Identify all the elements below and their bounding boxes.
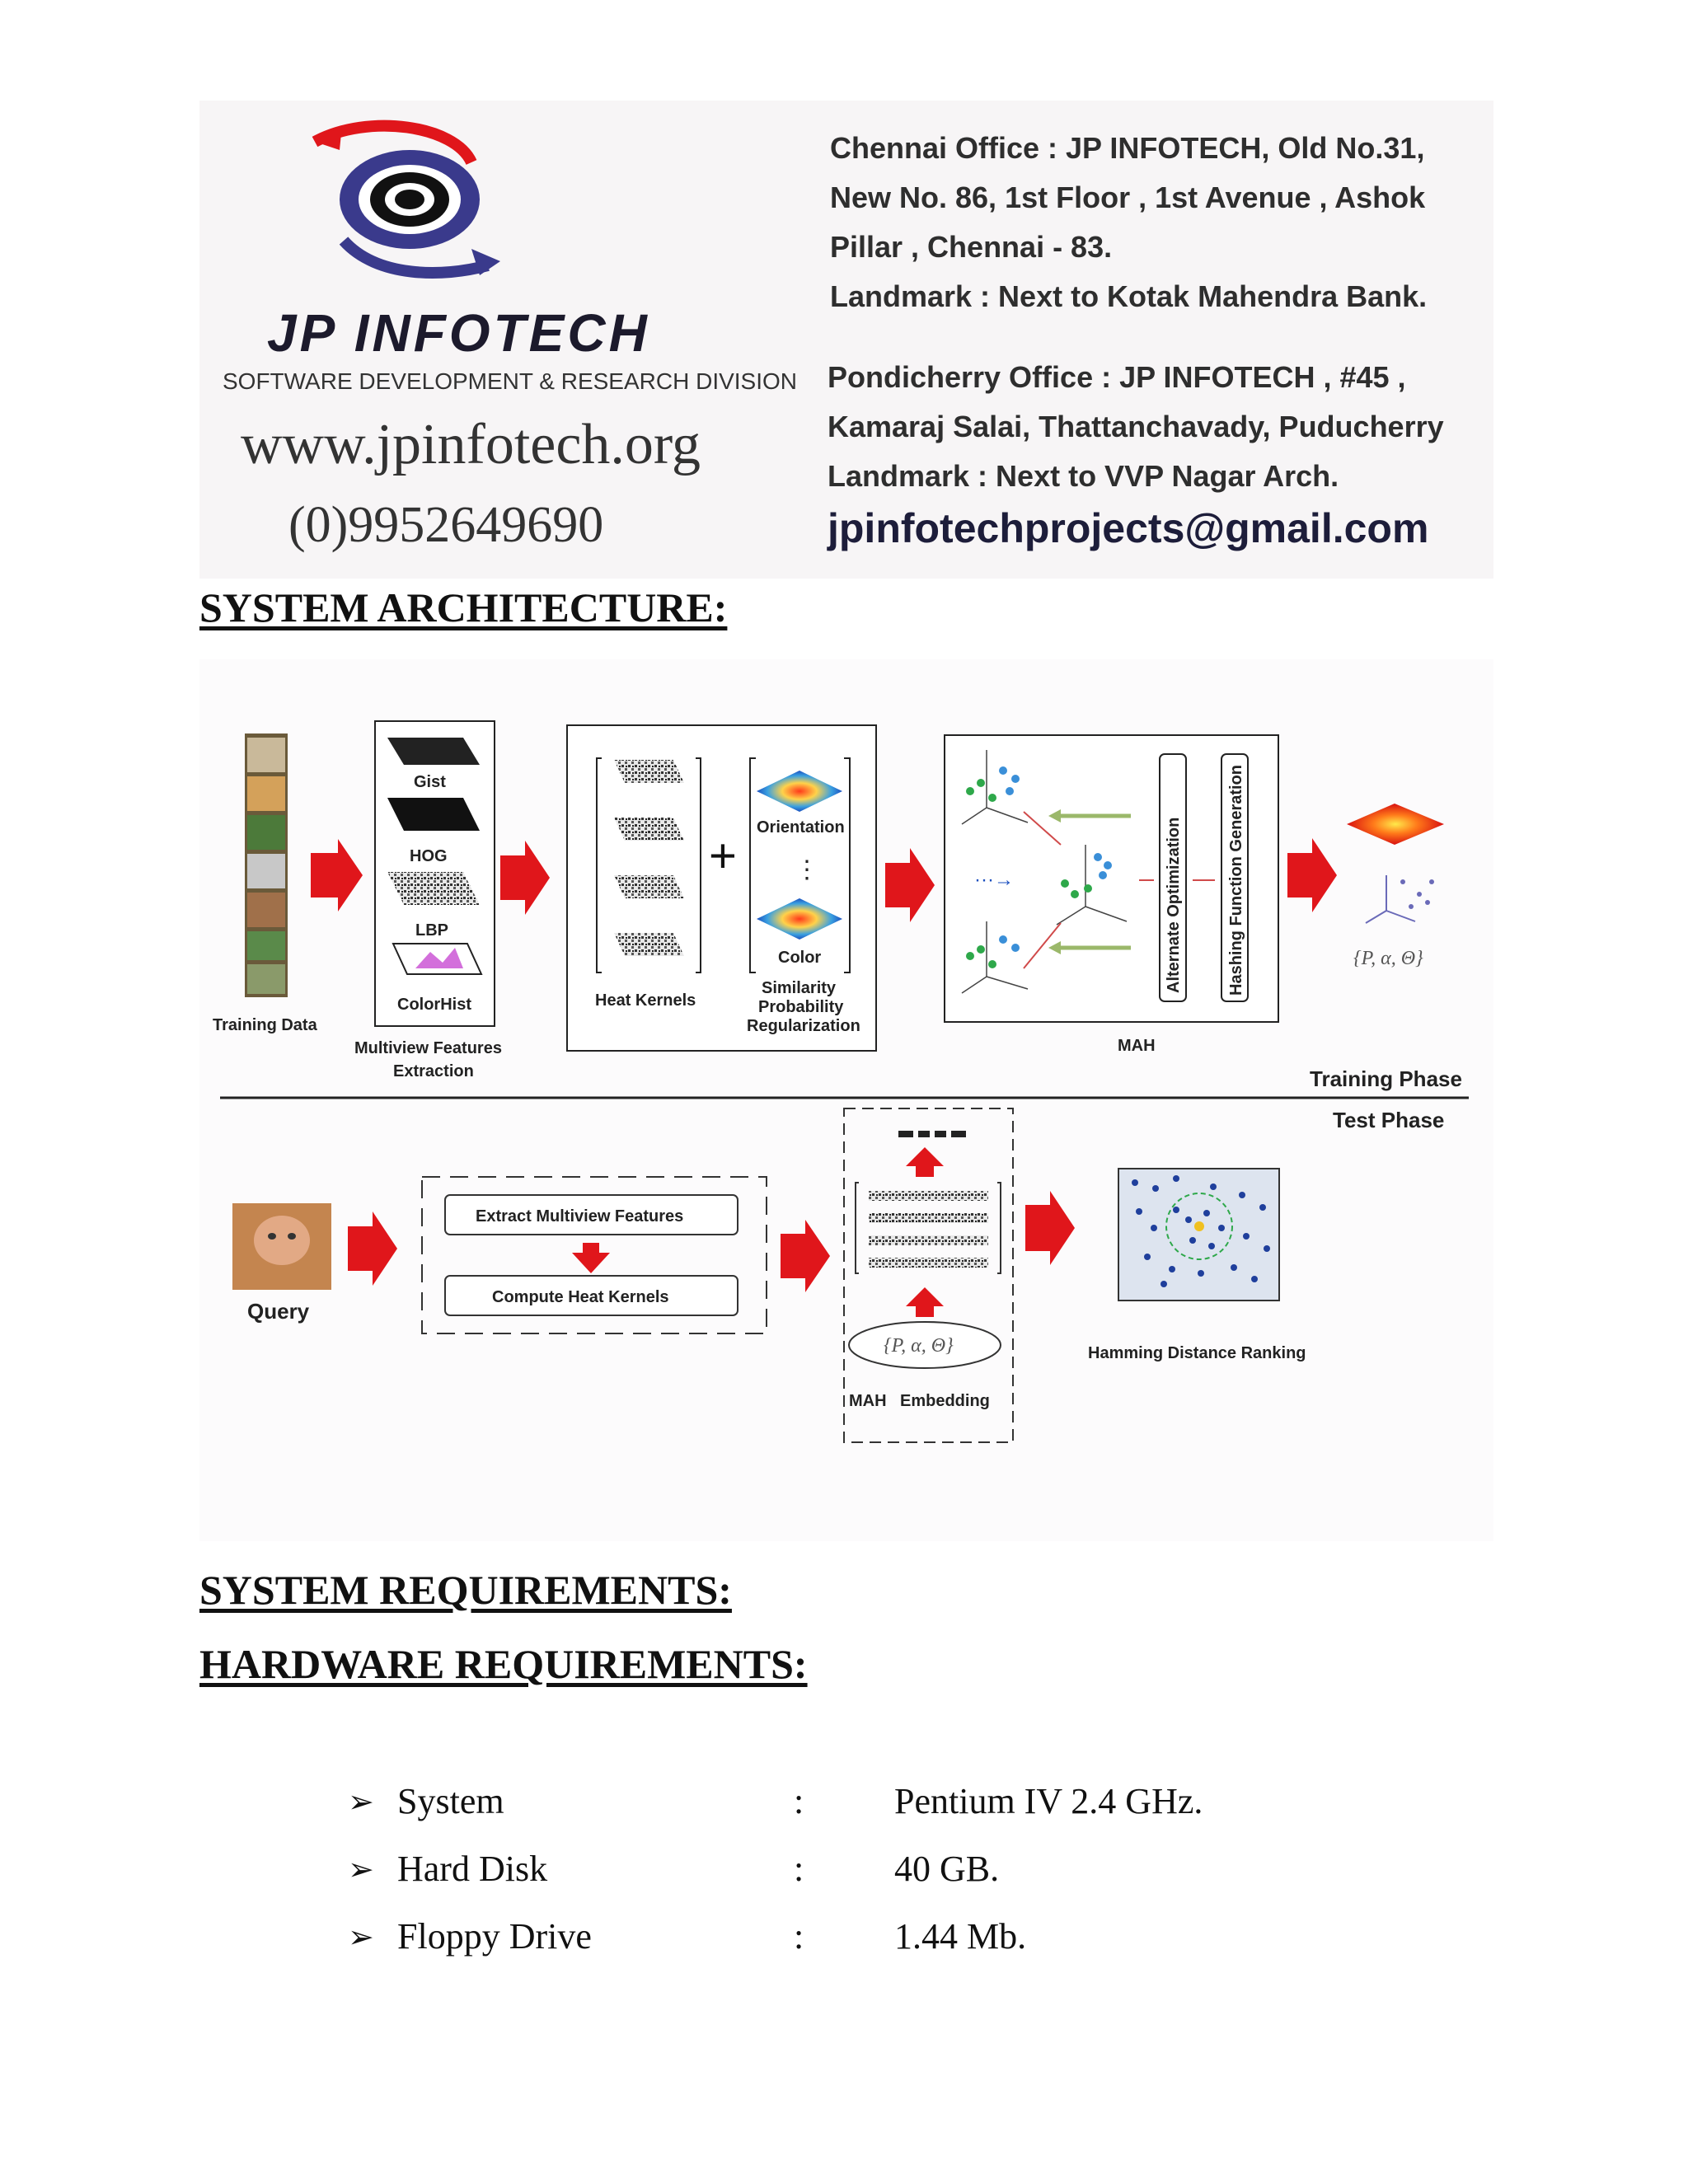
architecture-diagram xyxy=(199,659,1493,1541)
hardware-value: Pentium IV 2.4 GHz. xyxy=(894,1781,1203,1821)
architecture-diagram-svg xyxy=(199,659,1493,1541)
alternate-optimization-label: Alternate Optimization xyxy=(1165,817,1183,993)
separator: : xyxy=(794,1916,804,1957)
address-line: New No. 86, 1st Floor , 1st Avenue , Ashok xyxy=(830,180,1426,214)
division-text: SOFTWARE DEVELOPMENT & RESEARCH DIVISION xyxy=(223,368,798,394)
orientation-label: Orientation xyxy=(757,818,845,837)
compute-kernels-label: Compute Heat Kernels xyxy=(492,1288,669,1306)
flow-arrow-icon xyxy=(885,848,935,922)
separator: : xyxy=(794,1849,804,1889)
flow-arrow-icon xyxy=(348,1212,397,1286)
hashing-function-label: Hashing Function Generation xyxy=(1227,764,1245,996)
list-item xyxy=(0,1915,1688,1973)
flow-arrow-icon xyxy=(311,839,363,912)
down-arrow-icon xyxy=(572,1243,610,1273)
heat-kernel-matrix-icon xyxy=(614,818,684,841)
heat-output-icon xyxy=(1347,804,1444,845)
ellipsis-icon: ···→ xyxy=(974,869,1014,891)
embedding-code-rows xyxy=(869,1191,988,1268)
training-data-images xyxy=(245,733,288,997)
arrow-bullet-icon: ➢ xyxy=(348,1851,374,1887)
training-phase-label: Training Phase xyxy=(1310,1066,1462,1091)
hardware-label: Floppy Drive xyxy=(397,1916,592,1957)
training-data-label: Training Data xyxy=(213,1016,317,1034)
address-line: Pillar , Chennai - 83. xyxy=(830,230,1113,264)
flow-arrow-icon xyxy=(781,1220,830,1292)
similarity-label-3: Regularization xyxy=(747,1017,860,1035)
query-label: Query xyxy=(247,1299,310,1324)
features-caption-line1: Multiview Features xyxy=(354,1039,502,1057)
embedding-params-label: {P, α, Θ} xyxy=(884,1335,954,1357)
similarity-label-1: Similarity xyxy=(762,979,837,997)
vertical-ellipsis-icon: ⋮ xyxy=(795,856,819,883)
feature-label-hog: HOG xyxy=(410,847,448,865)
address-line: Kamaraj Salai, Thattanchavady, Puducherry xyxy=(828,410,1444,443)
mah-embedding-label-2: Embedding xyxy=(900,1392,990,1410)
brand-name: JP INFOTECH xyxy=(267,303,650,363)
hardware-label: Hard Disk xyxy=(397,1849,548,1889)
up-arrow-icon xyxy=(906,1287,944,1317)
phone-number: (0)9952649690 xyxy=(288,497,604,553)
address-line: Pondicherry Office : JP INFOTECH , #45 , xyxy=(828,360,1406,394)
company-logo-icon xyxy=(302,117,500,290)
list-item xyxy=(0,1780,1688,1838)
feature-label-colorhist: ColorHist xyxy=(397,996,471,1014)
arrow-bullet-icon: ➢ xyxy=(348,1919,374,1955)
params-label: {P, α, Θ} xyxy=(1353,948,1423,969)
extract-features-label: Extract Multiview Features xyxy=(476,1207,684,1226)
address-line: Landmark : Next to Kotak Mahendra Bank. xyxy=(830,279,1428,313)
separator: : xyxy=(794,1781,804,1821)
up-arrow-icon xyxy=(906,1147,944,1177)
feature-label-lbp: LBP xyxy=(415,921,448,940)
hardware-label: System xyxy=(397,1781,504,1821)
address-line: Landmark : Next to VVP Nagar Arch. xyxy=(828,459,1339,493)
header-banner xyxy=(199,101,1493,579)
flow-arrow-icon xyxy=(1025,1191,1075,1265)
pondicherry-address xyxy=(828,353,1487,501)
mah-embedding-label-1: MAH xyxy=(849,1392,887,1410)
list-item xyxy=(0,1848,1688,1905)
flow-arrow-icon xyxy=(1287,838,1337,912)
color-label: Color xyxy=(778,949,822,967)
similarity-label-2: Probability xyxy=(758,998,844,1016)
email-text: jpinfotechprojects@gmail.com xyxy=(828,505,1429,551)
flow-arrow-icon xyxy=(500,841,550,915)
hamming-ranking-label: Hamming Distance Ranking xyxy=(1088,1344,1306,1362)
hardware-requirements-heading: HARDWARE REQUIREMENTS: xyxy=(199,1641,808,1687)
heat-kernels-label: Heat Kernels xyxy=(595,991,696,1010)
chennai-address xyxy=(830,124,1489,321)
parameter-axes-icon xyxy=(1366,875,1415,923)
hardware-value: 1.44 Mb. xyxy=(894,1916,1027,1957)
system-requirements-heading: SYSTEM REQUIREMENTS: xyxy=(199,1567,732,1613)
arrow-bullet-icon: ➢ xyxy=(348,1783,374,1820)
system-architecture-heading: SYSTEM ARCHITECTURE: xyxy=(199,584,728,630)
plus-icon: + xyxy=(709,829,737,883)
features-caption-line2: Extraction xyxy=(393,1062,474,1080)
hash-code-icon xyxy=(898,1131,966,1137)
feature-label-gist: Gist xyxy=(414,773,446,791)
heat-kernel-matrix-icon xyxy=(614,933,684,956)
heat-kernel-matrix-icon xyxy=(614,760,684,783)
address-line: Chennai Office : JP INFOTECH, Old No.31, xyxy=(830,131,1425,165)
test-phase-label: Test Phase xyxy=(1333,1108,1445,1132)
mah-label: MAH xyxy=(1118,1037,1156,1055)
heat-kernel-matrix-icon xyxy=(614,875,684,898)
website-text: www.jpinfotech.org xyxy=(241,413,701,476)
query-point-icon xyxy=(1194,1221,1204,1231)
hardware-value: 40 GB. xyxy=(894,1849,1000,1889)
